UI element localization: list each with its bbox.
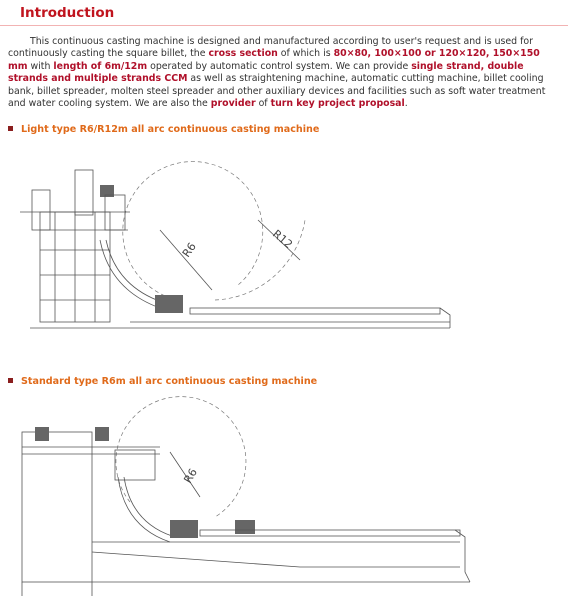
intro-text: as well as straightening machine, automatic cutting machine, billet cooling bank, billet spreader, molten steel spreader and other auxiliary devices and facilities such as soft water treatment and water cooling system. We are also the (8, 73, 546, 110)
section-title: Standard type R6m all arc continuous casting machine (21, 376, 318, 387)
section-heading-standard-type (8, 376, 317, 387)
highlight-turnkey: turn key project proposal (270, 98, 405, 110)
page-title: Introduction (20, 5, 115, 21)
light-type-ccm-drawing (0, 140, 568, 340)
intro-text: operated by automatic control system. We can provide (147, 60, 412, 72)
r12-label: R12 (270, 227, 296, 252)
r6-label: R6 (181, 466, 200, 486)
intro-text: of (255, 98, 271, 110)
highlight-cross-section: cross section (208, 48, 278, 60)
highlight-provider: provider (210, 98, 256, 110)
bullet-icon (8, 378, 13, 383)
highlight-strands: single strand, double strands and multiple strands CCM (8, 60, 524, 85)
intro-paragraph (8, 36, 560, 110)
section-title: Light type R6/R12m all arc continuous casting machine (21, 124, 320, 135)
r6-arc (123, 162, 263, 300)
intro-text: of which is (277, 48, 334, 60)
section-heading-light-type (8, 124, 319, 135)
r12-arc (215, 220, 305, 300)
title-divider (0, 25, 568, 26)
intro-text: This continuous casting machine is designed and manufactured according to user's request and is used for continuously casting the square billet, the (8, 36, 533, 60)
bullet-icon (8, 126, 13, 131)
standard-type-ccm-drawing (0, 392, 568, 596)
highlight-sizes: 80×80, 100×100 or 120×120, 150×150 mm (8, 48, 540, 72)
r6-arc (116, 397, 246, 517)
highlight-length: length of 6m/12m (53, 60, 148, 72)
r6-label: R6 (179, 240, 199, 260)
intro-text: with (27, 60, 54, 72)
intro-text: . (404, 98, 408, 110)
